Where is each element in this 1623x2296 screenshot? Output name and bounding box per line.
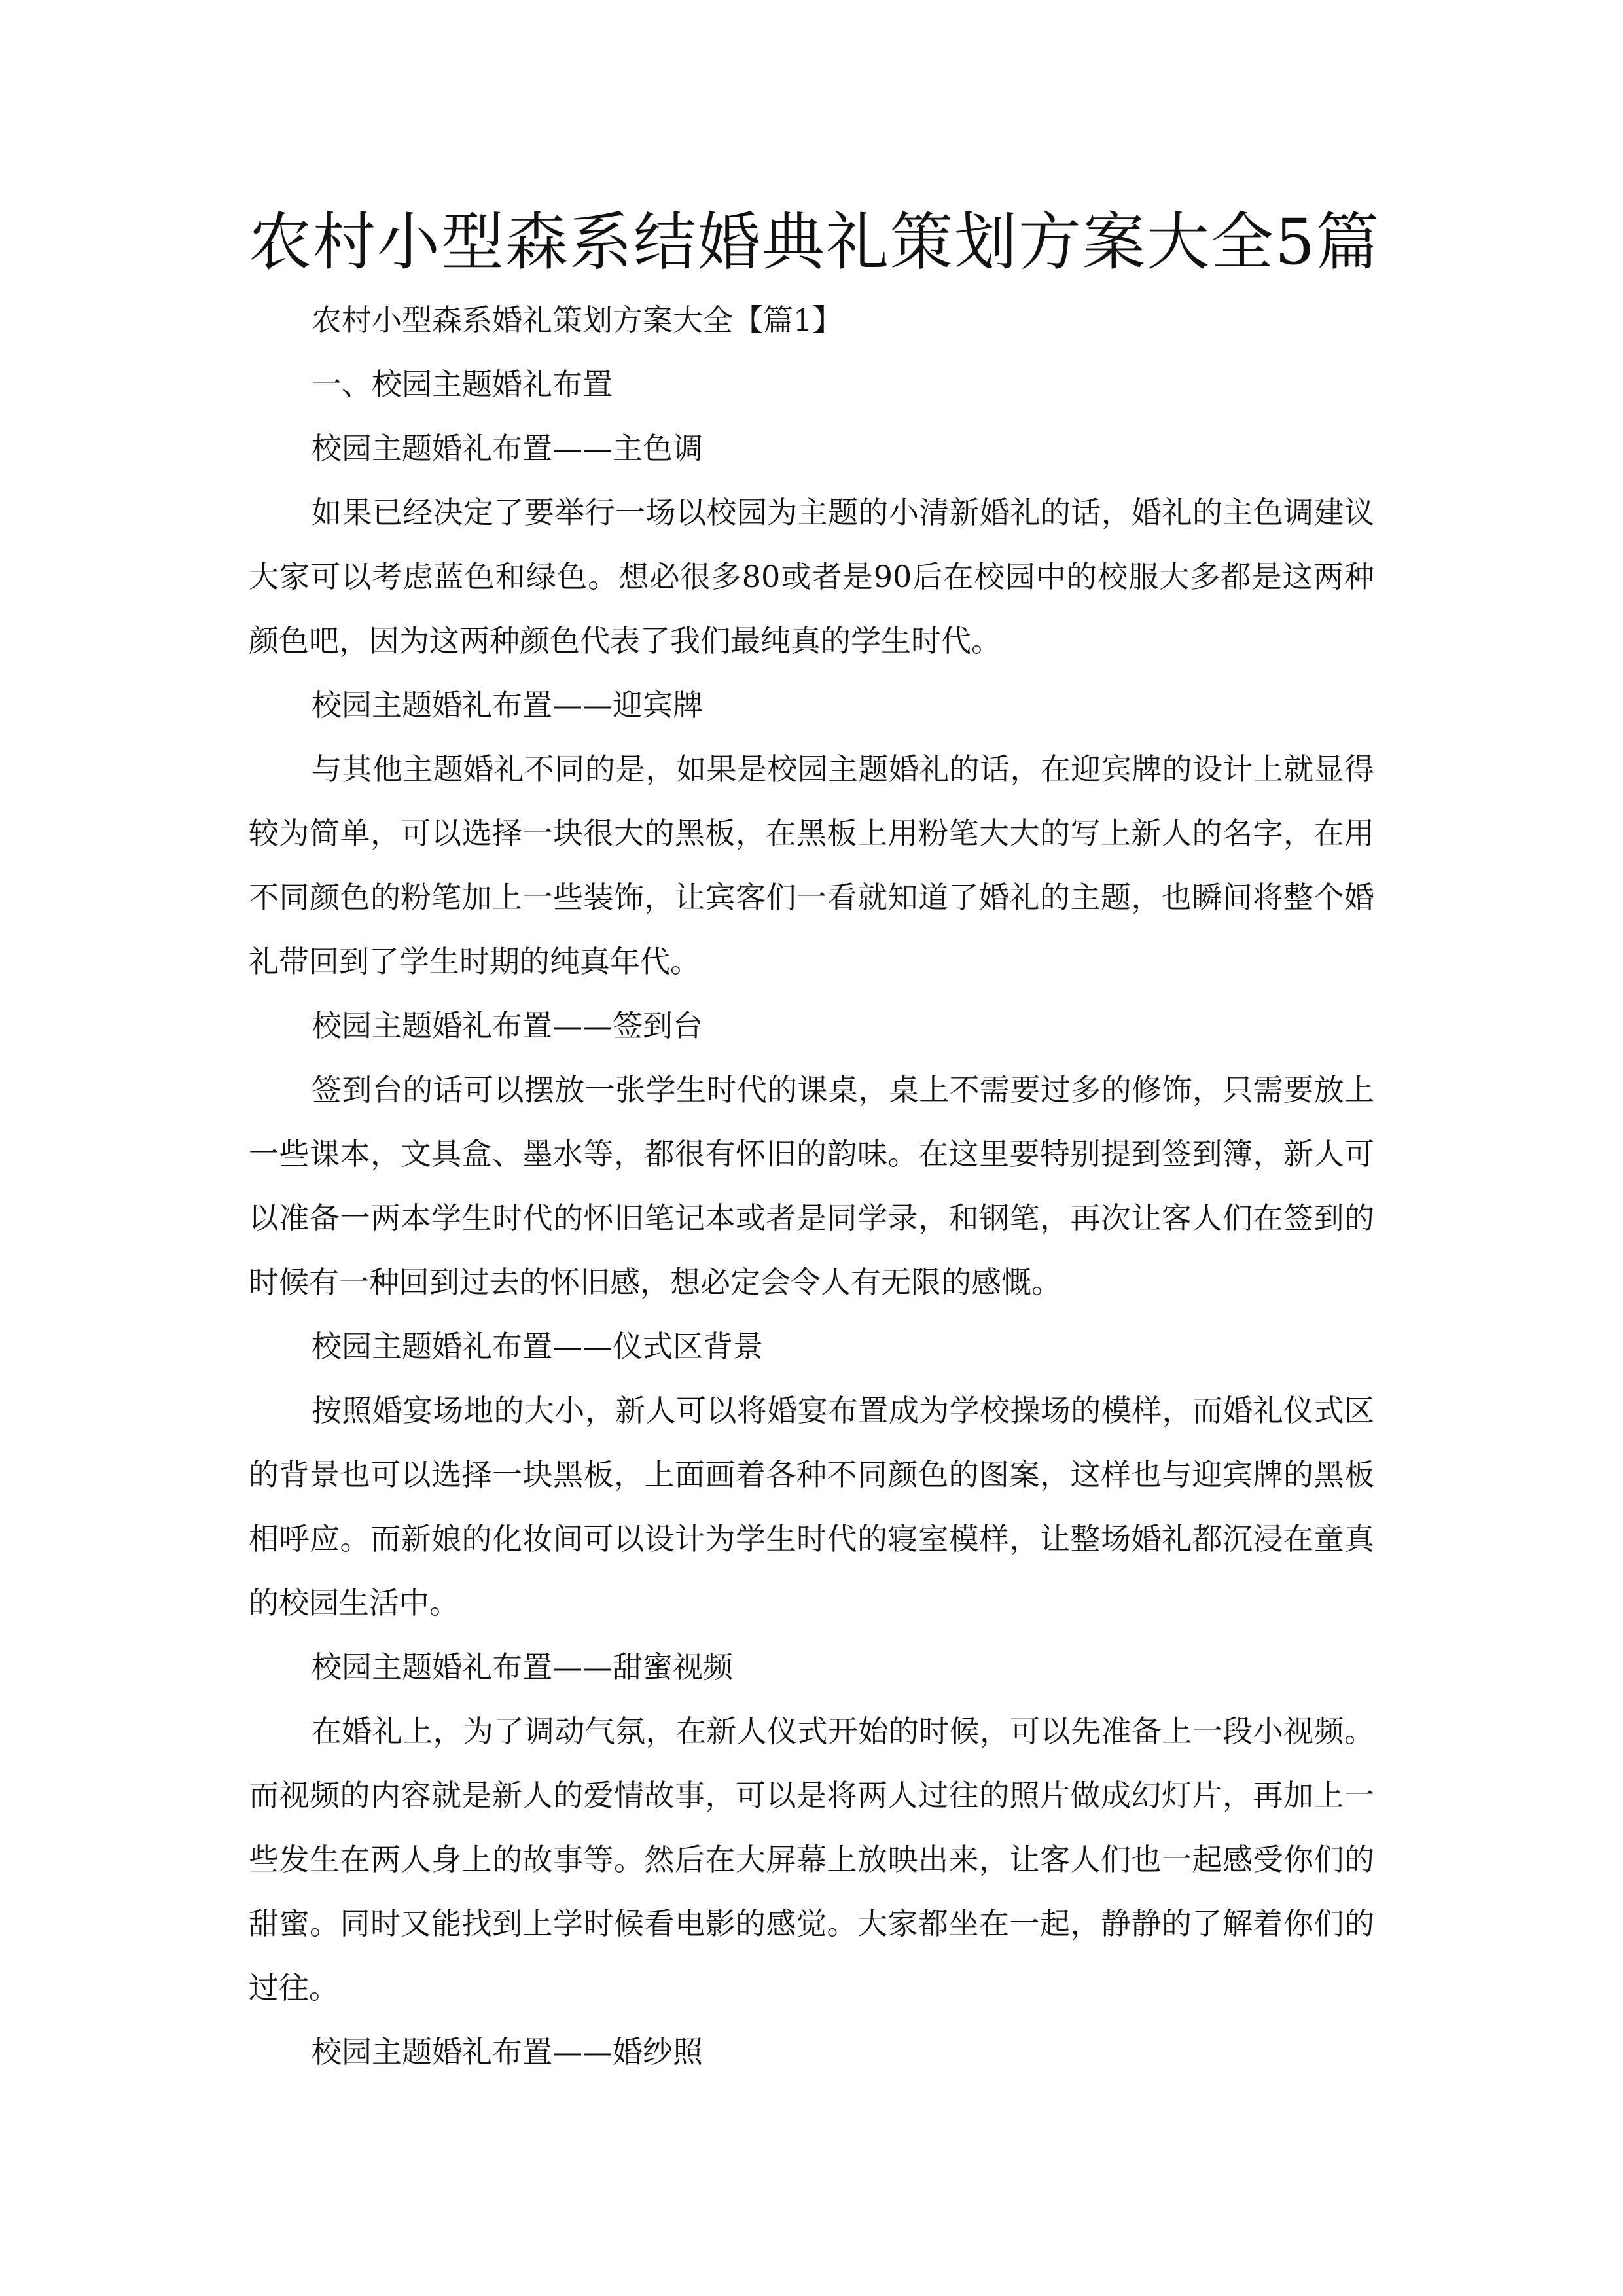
paragraph-heading: 校园主题婚礼布置——婚纱照 bbox=[312, 2034, 703, 2070]
body-paragraph: 签到台的话可以摆放一张学生时代的课桌，桌上不需要过多的修饰，只需要放上一些课本，文具盒、墨水等，都很有怀旧的韵味。在这里要特别提到签到簿，新人可以准备一两本学生时代的怀旧笔记本或者是同学录，和钢笔，再次让客人们在签到的时候有一种回到过去的怀旧感，想必定会令人有无限的感慨。 bbox=[249, 1072, 1374, 1300]
paragraph-heading: 校园主题婚礼布置——主色调 bbox=[312, 431, 703, 466]
section-heading: 农村小型森系婚礼策划方案大全【篇1】 bbox=[312, 302, 843, 338]
body-paragraph: 与其他主题婚礼不同的是，如果是校园主题婚礼的话，在迎宾牌的设计上就显得较为简单，可以选择一块很大的黑板，在黑板上用粉笔大大的写上新人的名字，在用不同颜色的粉笔加上一些装饰，让宾客们一看就知道了婚礼的主题，也瞬间将整个婚礼带回到了学生时期的纯真年代。 bbox=[249, 751, 1374, 979]
body-paragraph: 在婚礼上，为了调动气氛，在新人仪式开始的时候，可以先准备上一段小视频。而视频的内容就是新人的爱情故事，可以是将两人过往的照片做成幻灯片，再加上一些发生在两人身上的故事等。然后在大屏幕上放映出来，让客人们也一起感受你们的甜蜜。同时又能找到上学时候看电影的感觉。大家都坐在一起，静静的了解着你们的过往。 bbox=[249, 1713, 1374, 2005]
document-title: 农村小型森系结婚典礼策划方案大全5篇 bbox=[249, 206, 1381, 279]
paragraph-heading: 校园主题婚礼布置——迎宾牌 bbox=[312, 687, 703, 723]
body-paragraph: 如果已经决定了要举行一场以校园为主题的小清新婚礼的话，婚礼的主色调建议大家可以考虑蓝色和绿色。想必很多80或者是90后在校园中的校服大多都是这两种颜色吧，因为这两种颜色代表了我们最纯真的学生时代。 bbox=[249, 495, 1374, 658]
paragraph-heading: 校园主题婚礼布置——甜蜜视频 bbox=[312, 1649, 733, 1685]
body-paragraph: 按照婚宴场地的大小，新人可以将婚宴布置成为学校操场的模样，而婚礼仪式区的背景也可以选择一块黑板，上面画着各种不同颜色的图案，这样也与迎宾牌的黑板相呼应。而新娘的化妆间可以设计为学生时代的寝室模样，让整场婚礼都沉浸在童真的校园生活中。 bbox=[249, 1393, 1374, 1621]
paragraph-heading: 校园主题婚礼布置——仪式区背景 bbox=[312, 1329, 763, 1364]
section-subheading: 一、校园主题婚礼布置 bbox=[312, 367, 613, 402]
paragraph-heading: 校园主题婚礼布置——签到台 bbox=[312, 1008, 703, 1043]
document-body bbox=[249, 288, 1374, 2084]
